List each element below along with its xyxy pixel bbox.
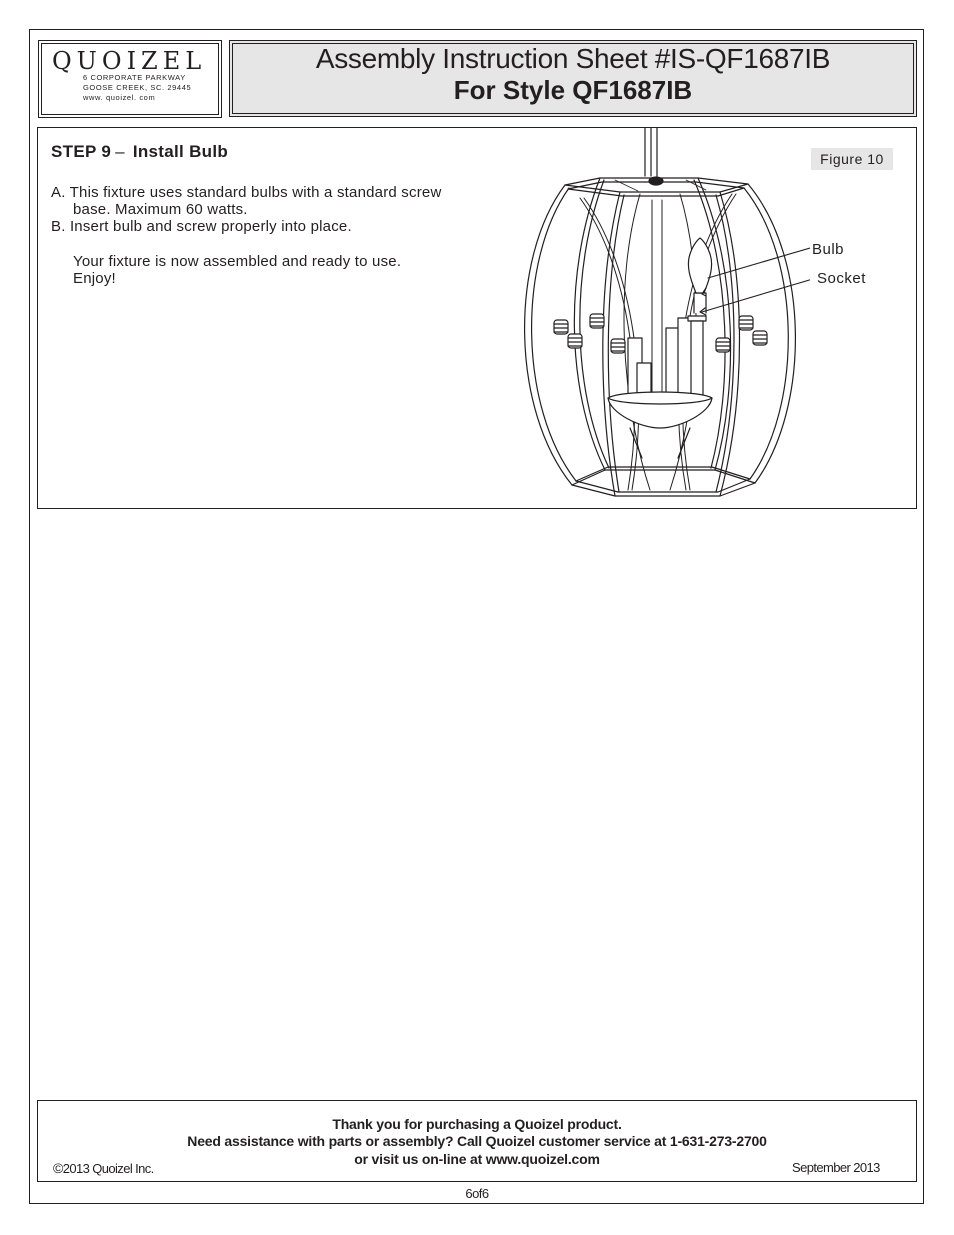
step-separator: – (115, 142, 125, 161)
closing-note: Your fixture is now assembled and ready to use. (73, 253, 402, 270)
step-title: Install Bulb (132, 142, 229, 161)
address-line-1: 6 CORPORATE PARKWAY (83, 73, 186, 82)
website-footer-line[interactable]: or visit us on-line at www.quoizel.com (354, 1151, 600, 1167)
instruction-a-cont: base. Maximum 60 watts. (73, 201, 248, 218)
support-phone-line: Need assistance with parts or assembly? Call Quoizel customer service at 1-631-273-2700 (187, 1133, 767, 1149)
thank-you-line: Thank you for purchasing a Quoizel product. (332, 1116, 622, 1132)
fixture-illustration (510, 128, 810, 503)
release-date: September 2013 (792, 1160, 880, 1175)
step-heading (51, 142, 228, 162)
closing-enjoy: Enjoy! (73, 270, 116, 287)
copyright-symbol: © (53, 1160, 63, 1176)
step-number: STEP 9 (51, 142, 112, 161)
brand-logo: QUOIZEL (52, 47, 207, 75)
style-title: For Style QF1687IB (453, 75, 693, 105)
figure-label: Figure 10 (811, 148, 893, 170)
bulb-callout: Bulb (812, 241, 845, 258)
page-number: 6of6 (465, 1186, 489, 1201)
instruction-a: A. This fixture uses standard bulbs with a standard screw (51, 184, 442, 201)
copyright-text: 2013 Quoizel Inc. (62, 1161, 154, 1176)
address-line-2: GOOSE CREEK, SC. 29445 (83, 83, 192, 92)
website-line: www. quoizel. com (83, 93, 156, 102)
sheet-title: Assembly Instruction Sheet #IS-QF1687IB (315, 43, 831, 74)
socket-callout: Socket (817, 270, 866, 287)
copyright (53, 1161, 154, 1175)
instruction-b: B. Insert bulb and screw properly into place. (51, 218, 352, 235)
